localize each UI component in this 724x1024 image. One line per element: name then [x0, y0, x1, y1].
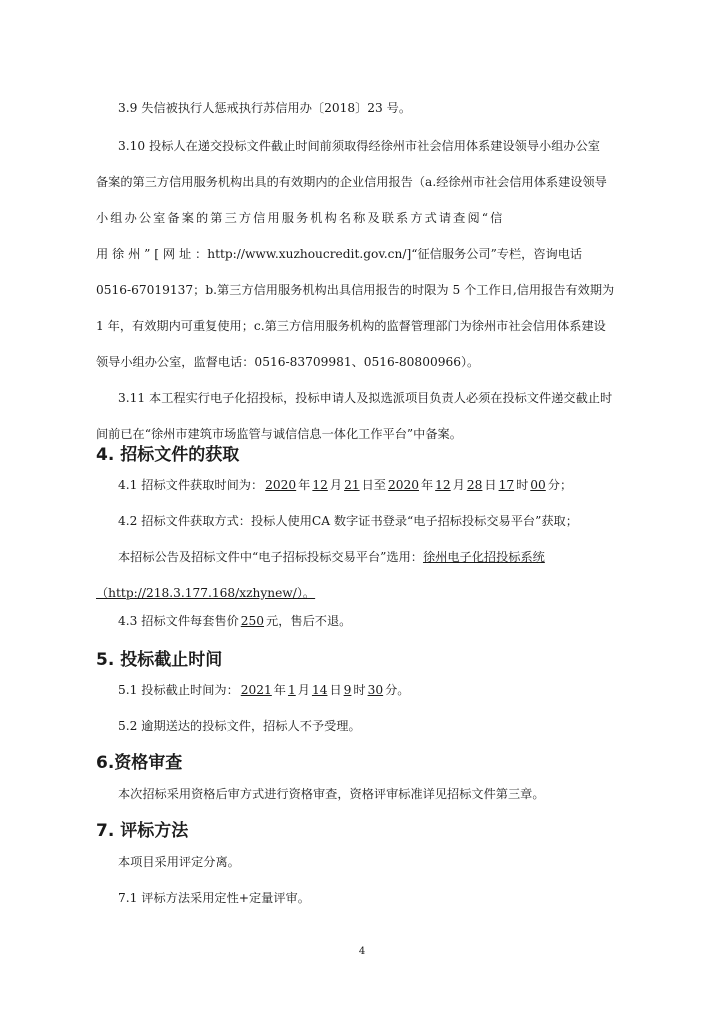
clause-5-2: 5.2 逾期送达的投标文件，招标人不予受理。: [118, 719, 361, 733]
clause-line: 3.10 投标人在递交投标文件截止时间前须取得经徐州市社会信用体系建设领导小组办公室: [118, 139, 600, 153]
clause-line: 用 徐 州 ” [ 网 址 ：http://www.xuzhoucredit.gov.cn/]“征信服务公司”专栏，咨询电话: [96, 247, 583, 261]
clause-4-1: [118, 468, 636, 503]
heading-section-5: 5. 投标截止时间: [96, 650, 223, 670]
page-number: 4: [358, 946, 366, 957]
text: 4.3 招标文件每套售价: [118, 614, 239, 628]
deadline-month: 1: [287, 683, 296, 697]
text: 日: [484, 478, 497, 492]
text: 月: [329, 478, 343, 492]
text: 日至: [361, 478, 386, 492]
end-day: 28: [466, 478, 483, 492]
text: 分。: [385, 683, 410, 697]
clause-4-2: 4.2 招标文件获取方式：投标人使用CA 数字证书登录“电子招标投标交易平台”获取；: [118, 514, 578, 528]
deadline-minute: 30: [367, 683, 384, 697]
text: 本招标公告及招标文件中“电子招标投标交易平台”选用：: [118, 550, 423, 564]
text: 时: [516, 478, 529, 492]
end-minute: 00: [530, 478, 546, 492]
clause-line: 间前已在“徐州市建筑市场监管与诚信信息一体化工作平台”中备案。: [96, 427, 462, 441]
clause-line: 小组办公室备案的第三方信用服务机构名称及联系方式请查阅“信: [96, 211, 505, 225]
clause-3-9: 3.9 失信被执行人惩戒执行苏信用办〔2018〕23 号。: [118, 101, 412, 115]
clause-line: 备案的第三方信用服务机构出具的有效期内的企业信用报告（a.经徐州市社会信用体系建设领导: [96, 175, 607, 189]
start-day: 21: [344, 478, 360, 492]
text: 月: [452, 478, 465, 492]
platform-url-link[interactable]: （http://218.3.177.168/xzhynew/）。: [96, 586, 316, 600]
text: 时: [353, 683, 366, 697]
clause-line: 3.11 本工程实行电子化招投标，投标申请人及拟选派项目负责人必须在投标文件递交截止时: [118, 391, 613, 405]
text: 年: [273, 683, 286, 697]
text: 月: [297, 683, 310, 697]
start-year: 2020: [265, 478, 297, 492]
clause-4-3: [118, 604, 636, 639]
text: 年: [420, 478, 434, 492]
text: 元，售后不退。: [266, 614, 352, 628]
end-year: 2020: [387, 478, 419, 492]
platform-note: [118, 540, 636, 575]
text: 日: [329, 683, 342, 697]
text: 年: [298, 478, 311, 492]
deadline-day: 14: [311, 683, 328, 697]
heading-section-4: 4. 招标文件的获取: [96, 445, 240, 465]
start-month: 12: [312, 478, 328, 492]
clause-5-1: [118, 673, 636, 708]
text: 5.1 投标截止时间为：: [118, 683, 239, 697]
heading-section-6: 6.资格审查: [96, 753, 183, 773]
text: 4.1 招标文件获取时间为：: [118, 478, 264, 492]
clause-line: 领导小组办公室，监督电话：0516-83709981、0516-80800966）。: [96, 355, 480, 369]
section-7-text: 本项目采用评定分离。: [118, 855, 240, 869]
deadline-hour: 9: [343, 683, 352, 697]
clause-line: 0516-67019137；b.第三方信用服务机构出具信用报告的时限为 5 个工作日,信用报告有效期为: [96, 283, 615, 297]
clause-7-1: 7.1 评标方法采用定性+定量评审。: [118, 891, 310, 905]
deadline-year: 2021: [240, 683, 272, 697]
text: 分；: [547, 478, 573, 492]
heading-section-7: 7. 评标方法: [96, 821, 189, 841]
end-hour: 17: [498, 478, 515, 492]
price-value: 250: [240, 614, 265, 628]
end-month: 12: [435, 478, 451, 492]
platform-link[interactable]: 徐州电子化招投标系统: [422, 550, 545, 564]
clause-line: 1 年，有效期内可重复使用；c.第三方信用服务机构的监督管理部门为徐州市社会信用体系建设: [96, 319, 606, 333]
section-6-text: 本次招标采用资格后审方式进行资格审查，资格评审标准详见招标文件第三章。: [118, 787, 545, 801]
